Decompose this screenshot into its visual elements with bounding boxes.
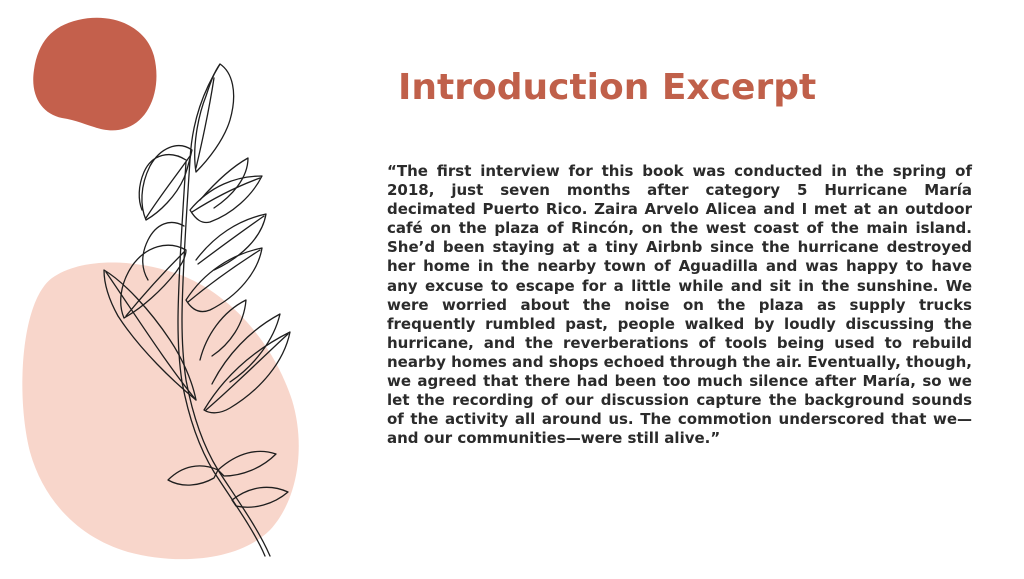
decorative-artwork — [0, 0, 340, 579]
excerpt-quote: “The first interview for this book was conducted in the spring of 2018, just seven months after category 5 Hurricane María decimated Puerto Rico. Zaira Arvelo Alicea and I met at an outdoor café on the plaza of Rincón, on the west coast of the main island. She’d been staying at a tiny Airbnb since the hurricane destroyed her home in the nearby town of Aguadilla and was happy to have any excuse to escape for a little while and sit in the sunshine. We were worried about the noise on the plaza as supply trucks frequently rumbled past, people walked by loudly discussing the hurricane, and the reverberations of tools being used to rebuild nearby homes and shops echoed through the air. Eventually, though, we agreed that there had been too much silence after María, so we let the recording of our discussion capture the background sounds of the activity all around us. The commotion underscored that we—and our communities—were still alive.” — [387, 162, 972, 448]
top-blob-shape — [33, 18, 156, 131]
bottom-blob-shape — [22, 262, 298, 559]
page-title: Introduction Excerpt — [398, 67, 817, 108]
